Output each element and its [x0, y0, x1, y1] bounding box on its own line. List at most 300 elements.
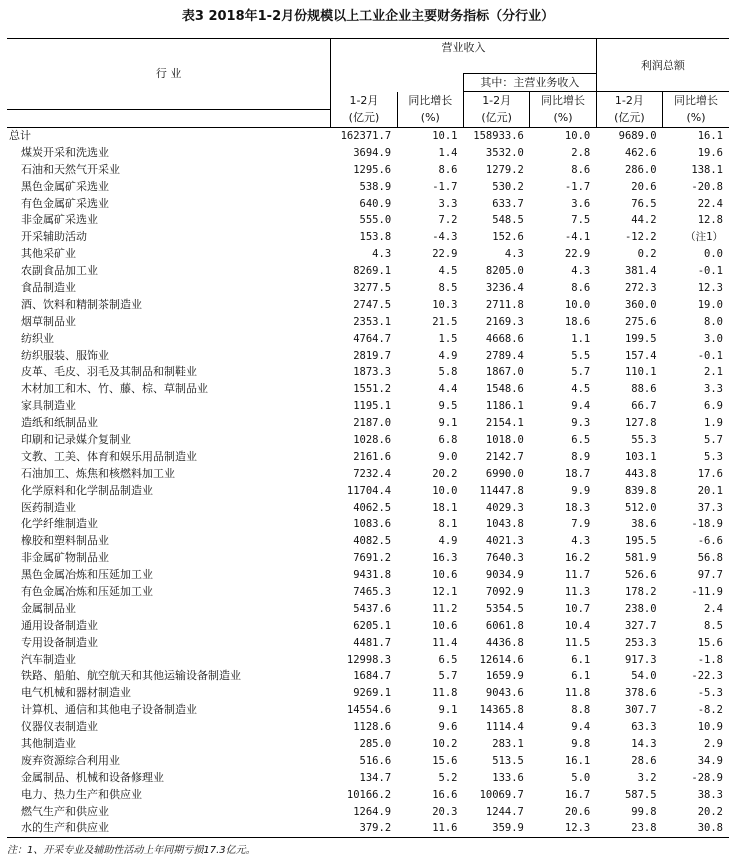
- revenue-value: 379.2: [331, 820, 397, 837]
- profit-value: 99.8: [631, 805, 657, 818]
- table-row: [7, 516, 729, 533]
- table-row: [7, 144, 729, 161]
- main-revenue-value: 4436.8: [485, 636, 524, 649]
- revenue-value: 2819.7: [353, 349, 392, 362]
- table-row: [7, 499, 729, 516]
- industry-name: 开采辅助活动: [21, 230, 87, 244]
- industry-name: 黑色金属矿采选业: [21, 179, 109, 193]
- profit-growth: -6.6: [697, 535, 723, 548]
- revenue-value: 10166.2: [346, 788, 392, 801]
- revenue-value: 2353.1: [353, 315, 392, 328]
- revenue-growth: -1.7: [432, 180, 458, 193]
- table-row: [7, 668, 729, 685]
- main-revenue-growth: 4.3: [571, 265, 591, 278]
- revenue-growth: 20.3: [432, 805, 458, 818]
- footnote: 注：1、开采专业及辅助性活动上年同期亏损17.3亿元。: [7, 844, 256, 856]
- table-row: [7, 432, 729, 449]
- main-revenue-value: 633.7: [492, 197, 524, 210]
- main-revenue-value: 14365.8: [479, 704, 524, 717]
- main-revenue-growth: 10.0: [564, 298, 591, 311]
- profit-growth: 17.6: [697, 467, 723, 480]
- industry-name: 废弃资源综合利用业: [21, 753, 120, 767]
- profit-value: 76.5: [631, 197, 657, 210]
- profit-value: 238.0: [624, 602, 657, 615]
- profit-value: 3.2: [637, 771, 657, 784]
- revenue-growth: 11.6: [397, 820, 463, 837]
- profit-value: 587.5: [624, 788, 657, 801]
- revenue-growth: 6.5: [438, 653, 458, 666]
- main-revenue-growth: 9.3: [571, 417, 591, 430]
- profit-growth: 8.5: [704, 619, 723, 632]
- table-row: [7, 448, 729, 465]
- profit-value: 44.2: [631, 214, 657, 227]
- revenue-growth: 12.1: [432, 585, 458, 598]
- revenue-growth: 18.1: [432, 501, 458, 514]
- profit-growth: -5.3: [697, 687, 723, 700]
- main-revenue-growth: 11.7: [564, 569, 591, 582]
- profit-growth: -11.9: [691, 585, 723, 598]
- profit-growth: 6.9: [704, 400, 723, 413]
- profit-value: 272.3: [624, 281, 657, 294]
- revenue-value: 4082.5: [353, 535, 392, 548]
- profit-value: 20.6: [631, 180, 657, 193]
- revenue-growth: 22.9: [432, 248, 458, 261]
- main-revenue-growth: 6.1: [571, 670, 591, 683]
- main-period-header: 1-2月: [464, 92, 530, 110]
- industry-name: 非金属矿物制品业: [21, 551, 109, 565]
- main-revenue-growth: 4.3: [571, 535, 591, 548]
- revenue-growth: 5.8: [438, 366, 458, 379]
- profit-value: 54.0: [631, 670, 657, 683]
- profit-value: 157.4: [624, 349, 657, 362]
- revenue-value: 1264.9: [353, 805, 392, 818]
- industry-header: 行 业: [7, 39, 331, 110]
- profit-value: 28.6: [631, 754, 657, 767]
- revenue-value: 640.9: [359, 197, 392, 210]
- main-revenue-growth: 16.7: [564, 788, 591, 801]
- table-row: [7, 600, 729, 617]
- main-revenue-growth: 11.8: [564, 687, 591, 700]
- table-row: [7, 330, 729, 347]
- main-revenue-growth: 9.4: [571, 400, 591, 413]
- main-revenue-growth: 18.6: [564, 315, 591, 328]
- main-revenue-value: 513.5: [492, 754, 524, 767]
- revenue-value: 4062.5: [353, 501, 392, 514]
- table-row: [7, 634, 729, 651]
- profit-growth: -28.9: [691, 771, 723, 784]
- revenue-growth: 10.2: [432, 738, 458, 750]
- profit-growth: 15.6: [697, 636, 723, 649]
- main-revenue-growth: 12.3: [530, 820, 596, 837]
- profit-value: 88.6: [631, 383, 657, 396]
- revenue-value: 516.6: [359, 754, 392, 767]
- main-revenue-value: 4029.3: [485, 501, 524, 514]
- main-revenue-growth: 1.1: [571, 332, 591, 345]
- profit-value: 839.8: [624, 484, 657, 497]
- main-revenue-value: 12614.6: [479, 653, 524, 666]
- industry-name: 仪器仪表制造业: [21, 720, 98, 734]
- unit-amount: (亿元): [331, 109, 397, 127]
- revenue-growth: 16.3: [432, 552, 458, 565]
- industry-name: 家具制造业: [21, 399, 76, 413]
- main-revenue-value: 2789.4: [485, 349, 524, 362]
- industry-name: 石油和天然气开采业: [21, 162, 120, 176]
- table-row: [7, 482, 729, 499]
- revenue-growth: 3.3: [438, 197, 458, 210]
- industry-name: 燃气生产和供应业: [21, 804, 109, 818]
- table-row: [7, 195, 729, 212]
- industry-name: 其他制造业: [21, 737, 76, 750]
- revenue-growth: 4.9: [438, 349, 458, 362]
- financial-indicators-table: [7, 38, 729, 838]
- profit-growth: 38.3: [697, 788, 723, 801]
- main-revenue-value: 10069.7: [479, 788, 524, 801]
- profit-value: 66.7: [631, 400, 657, 413]
- revenue-value: 6205.1: [353, 619, 392, 632]
- rev-yoy-header: 同比增长: [397, 92, 463, 110]
- profit-value: 378.6: [624, 687, 657, 700]
- revenue-value: 1295.6: [353, 163, 392, 176]
- profit-growth: 3.0: [704, 332, 723, 345]
- revenue-growth: 9.1: [438, 704, 458, 717]
- profit-value: 917.3: [624, 653, 657, 666]
- profit-value: 110.1: [624, 366, 657, 379]
- revenue-value: 134.7: [359, 771, 392, 784]
- main-revenue-growth: 7.5: [571, 214, 591, 227]
- revenue-value: 5437.6: [353, 602, 392, 615]
- table-row: [7, 465, 729, 482]
- revenue-value: 285.0: [359, 738, 392, 750]
- main-revenue-value: 6990.0: [485, 467, 524, 480]
- main-revenue-value: 1018.0: [485, 433, 524, 446]
- industry-name: 木材加工和木、竹、藤、棕、草制品业: [21, 382, 208, 396]
- profit-growth: 19.0: [697, 298, 723, 311]
- industry-name: 化学原料和化学制品制造业: [21, 483, 153, 497]
- main-revenue-value: 1114.4: [485, 721, 524, 734]
- table-row: [7, 820, 729, 837]
- revenue-growth: 8.5: [438, 281, 458, 294]
- profit-yoy-header: 同比增长: [663, 92, 729, 110]
- revenue-growth: 10.1: [432, 129, 458, 142]
- revenue-value: 162371.7: [340, 129, 392, 142]
- revenue-growth: 6.8: [438, 433, 458, 446]
- table-row: [7, 347, 729, 364]
- main-revenue-growth: 16.1: [564, 754, 591, 767]
- industry-name: 水的生产和供应业: [7, 820, 331, 837]
- profit-value: 286.0: [624, 163, 657, 176]
- table-row: [7, 229, 729, 246]
- revenue-value: 7691.2: [353, 552, 392, 565]
- profit-growth: 2.9: [704, 738, 723, 750]
- main-revenue-value: 530.2: [492, 180, 524, 193]
- profit-value: 55.3: [631, 433, 657, 446]
- table-row: [7, 364, 729, 381]
- industry-name: 化学纤维制造业: [21, 517, 98, 531]
- profit-growth: （注1）: [685, 231, 723, 244]
- table-row: [7, 702, 729, 719]
- main-revenue-growth: 6.1: [571, 653, 591, 666]
- table-title: 表3 2018年1-2月份规模以上工业企业主要财务指标（分行业）: [181, 9, 555, 24]
- revenue-growth: 8.6: [438, 163, 458, 176]
- table-row: [7, 685, 729, 702]
- profit-value: 462.6: [624, 146, 657, 159]
- main-revenue-value: 4668.6: [485, 332, 524, 345]
- revenue-value: 1195.1: [353, 400, 392, 413]
- profit-period-header: 1-2月: [596, 92, 662, 110]
- revenue-header: 营业收入: [331, 39, 596, 74]
- profit-growth: 2.1: [704, 366, 723, 379]
- revenue-growth: 8.1: [438, 518, 458, 531]
- revenue-growth: 4.9: [438, 535, 458, 548]
- main-revenue-value: 1548.6: [485, 383, 524, 396]
- profit-growth: 2.4: [704, 602, 723, 615]
- unit-amount: (亿元): [464, 109, 530, 127]
- industry-name: 金属制品、机械和设备修理业: [21, 770, 164, 784]
- revenue-value: 1028.6: [353, 433, 392, 446]
- main-revenue-growth: 22.9: [564, 248, 591, 261]
- main-revenue-growth: -1.7: [564, 180, 591, 193]
- main-revenue-value: 11447.8: [479, 484, 524, 497]
- profit-value: 275.6: [624, 315, 657, 328]
- industry-name: 通用设备制造业: [21, 618, 98, 632]
- profit-value: 199.5: [624, 332, 657, 345]
- industry-name: 酒、饮料和精制茶制造业: [21, 297, 142, 311]
- revenue-growth: 4.5: [438, 265, 458, 278]
- revenue-value: 2161.6: [353, 450, 392, 463]
- table-row: [7, 246, 729, 263]
- revenue-value: 4481.7: [353, 636, 392, 649]
- table-row: [7, 280, 729, 297]
- rev-period-header: 1-2月: [331, 92, 397, 110]
- table-row: [7, 567, 729, 584]
- profit-growth: -8.2: [697, 704, 723, 717]
- revenue-value: 3694.9: [353, 146, 392, 159]
- industry-name: 纺织业: [21, 331, 54, 345]
- profit-growth: 12.8: [697, 214, 723, 227]
- profit-growth: 30.8: [663, 820, 729, 837]
- main-revenue-value: 2142.7: [485, 450, 524, 463]
- profit-value: 581.9: [624, 552, 657, 565]
- main-revenue-growth: 9.4: [571, 721, 591, 734]
- table-row: [7, 584, 729, 601]
- revenue-growth: 5.2: [438, 771, 458, 784]
- profit-growth: 56.8: [697, 552, 723, 565]
- revenue-value: 14554.6: [346, 704, 392, 717]
- industry-name: 印刷和记录媒介复制业: [21, 432, 131, 446]
- industry-name: 有色金属矿采选业: [21, 196, 109, 210]
- main-revenue-value: 4.3: [504, 248, 524, 261]
- main-revenue-value: 7640.3: [485, 552, 524, 565]
- profit-value: 38.6: [631, 518, 657, 531]
- profit-value: 360.0: [624, 298, 657, 311]
- main-revenue-value: 2154.1: [485, 417, 524, 430]
- profit-growth: -20.8: [691, 180, 723, 193]
- profit-growth: 22.4: [697, 197, 723, 210]
- profit-growth: 20.2: [697, 805, 723, 818]
- main-revenue-value: 1244.7: [485, 805, 524, 818]
- revenue-growth: 11.8: [432, 687, 458, 700]
- profit-value: 0.2: [637, 248, 657, 261]
- main-revenue-value: 158933.6: [473, 129, 524, 142]
- profit-growth: 3.3: [704, 383, 723, 396]
- revenue-growth: 10.0: [432, 484, 458, 497]
- table-row: [7, 803, 729, 820]
- revenue-growth: 15.6: [432, 754, 458, 767]
- revenue-value: 9431.8: [353, 569, 392, 582]
- profit-growth: 12.3: [697, 281, 723, 294]
- profit-growth: 5.3: [704, 450, 723, 463]
- profit-growth: 97.7: [697, 569, 723, 582]
- main-revenue-growth: 7.9: [571, 518, 591, 531]
- table-row: [7, 415, 729, 432]
- industry-name: 纺织服装、服饰业: [21, 348, 109, 362]
- main-revenue-value: 283.1: [492, 738, 524, 750]
- main-revenue-growth: -4.1: [564, 231, 591, 244]
- industry-name: 计算机、通信和其他电子设备制造业: [21, 703, 197, 717]
- unit-amount: (亿元): [596, 109, 662, 127]
- revenue-growth: 5.7: [438, 670, 458, 683]
- revenue-value: 1083.6: [353, 518, 392, 531]
- main-revenue-value: 2711.8: [485, 298, 524, 311]
- main-revenue-growth: 8.6: [571, 281, 591, 294]
- table-row: [7, 212, 729, 229]
- revenue-growth: 10.6: [432, 569, 458, 582]
- main-revenue-value: 359.9: [464, 820, 530, 837]
- main-revenue-value: 7092.9: [485, 585, 524, 598]
- revenue-growth: 11.2: [432, 602, 458, 615]
- profit-growth: -22.3: [691, 670, 723, 683]
- table-row: [7, 263, 729, 280]
- main-revenue-header: 其中：主营业务收入: [464, 74, 597, 92]
- main-revenue-value: 152.6: [492, 231, 524, 244]
- profit-growth: -0.1: [697, 265, 723, 278]
- revenue-growth: 9.5: [438, 400, 458, 413]
- revenue-value: 9269.1: [353, 687, 392, 700]
- profit-growth: 34.9: [697, 754, 723, 767]
- profit-growth: 5.7: [704, 433, 723, 446]
- profit-growth: 37.3: [697, 501, 723, 514]
- revenue-growth: 10.6: [432, 619, 458, 632]
- revenue-value: 8269.1: [353, 265, 392, 278]
- revenue-growth: 9.1: [438, 417, 458, 430]
- main-revenue-growth: 18.3: [564, 501, 591, 514]
- revenue-value: 153.8: [359, 231, 392, 244]
- main-revenue-value: 3532.0: [485, 146, 524, 159]
- revenue-value: 12998.3: [346, 653, 392, 666]
- revenue-growth: 9.6: [438, 721, 458, 734]
- table-row: [7, 550, 729, 567]
- revenue-value: 538.9: [359, 180, 392, 193]
- table-row: [7, 296, 729, 313]
- revenue-value: 4.3: [372, 248, 392, 261]
- main-revenue-growth: 2.8: [571, 146, 591, 159]
- profit-growth: 0.0: [704, 248, 723, 261]
- industry-name: 食品制造业: [21, 280, 76, 294]
- main-revenue-growth: 9.8: [571, 738, 591, 750]
- profit-value: 512.0: [624, 501, 657, 514]
- profit-growth: 16.1: [697, 129, 723, 142]
- main-revenue-value: 1043.8: [485, 518, 524, 531]
- main-revenue-growth: 5.7: [571, 366, 591, 379]
- main-revenue-growth: 11.3: [564, 585, 591, 598]
- revenue-value: 1684.7: [353, 670, 392, 683]
- industry-name: 烟草制品业: [21, 314, 76, 328]
- table-row: [7, 752, 729, 769]
- profit-growth: 8.0: [704, 315, 723, 328]
- profit-value: 526.6: [624, 569, 657, 582]
- table-row: [7, 533, 729, 550]
- industry-name: 总计: [9, 128, 31, 142]
- revenue-value: 7465.3: [353, 585, 392, 598]
- industry-name: 造纸和纸制品业: [21, 416, 98, 430]
- profit-growth: 138.1: [691, 163, 723, 176]
- profit-value: 307.7: [624, 704, 657, 717]
- revenue-value: 1873.3: [353, 366, 392, 379]
- main-revenue-growth: 20.6: [564, 805, 591, 818]
- revenue-growth: 16.6: [432, 788, 458, 801]
- table-row: [7, 617, 729, 634]
- revenue-growth: 20.2: [432, 467, 458, 480]
- profit-growth: 1.9: [704, 417, 723, 430]
- main-revenue-growth: 9.9: [571, 484, 591, 497]
- profit-value: 9689.0: [618, 129, 657, 142]
- table-row: [7, 398, 729, 415]
- profit-growth: -18.9: [691, 518, 723, 531]
- table-row: [7, 313, 729, 330]
- main-revenue-growth: 6.5: [571, 433, 591, 446]
- industry-name: 皮革、毛皮、羽毛及其制品和制鞋业: [21, 365, 197, 379]
- revenue-value: 1551.2: [353, 383, 392, 396]
- main-revenue-value: 9043.6: [485, 687, 524, 700]
- table-row: [7, 161, 729, 178]
- main-revenue-growth: 8.9: [571, 450, 591, 463]
- main-revenue-growth: 4.5: [571, 383, 591, 396]
- industry-name: 文教、工美、体育和娱乐用品制造业: [21, 449, 197, 463]
- main-revenue-growth: 3.6: [571, 197, 591, 210]
- main-revenue-value: 548.5: [492, 214, 524, 227]
- main-revenue-value: 4021.3: [485, 535, 524, 548]
- main-revenue-value: 6061.8: [485, 619, 524, 632]
- profit-header: 利润总额: [596, 39, 729, 92]
- table-row: [7, 381, 729, 398]
- main-revenue-growth: 8.6: [571, 163, 591, 176]
- revenue-value: 7232.4: [353, 467, 392, 480]
- revenue-value: 11704.4: [346, 484, 392, 497]
- industry-name: 煤炭开采和洗选业: [21, 145, 109, 159]
- main-revenue-value: 2169.3: [485, 315, 524, 328]
- revenue-value: 2187.0: [353, 417, 392, 430]
- revenue-value: 2747.5: [353, 298, 392, 311]
- revenue-growth: 9.0: [438, 450, 458, 463]
- industry-name: 非金属矿采选业: [21, 213, 98, 227]
- main-revenue-value: 1659.9: [485, 670, 524, 683]
- profit-growth: -1.8: [697, 653, 723, 666]
- table-row: [7, 786, 729, 803]
- industry-name: 铁路、船舶、航空航天和其他运输设备制造业: [21, 669, 241, 683]
- table-row: [7, 736, 729, 753]
- unit-pct: (%): [530, 109, 596, 127]
- profit-value: 253.3: [624, 636, 657, 649]
- profit-value: 127.8: [624, 417, 657, 430]
- main-revenue-value: 8205.0: [485, 265, 524, 278]
- profit-value: -12.2: [624, 231, 657, 244]
- main-revenue-growth: 8.8: [571, 704, 591, 717]
- table-row: [7, 178, 729, 195]
- table-row: [7, 769, 729, 786]
- profit-growth: 20.1: [697, 484, 723, 497]
- revenue-value: 3277.5: [353, 281, 392, 294]
- profit-growth: 10.9: [697, 721, 723, 734]
